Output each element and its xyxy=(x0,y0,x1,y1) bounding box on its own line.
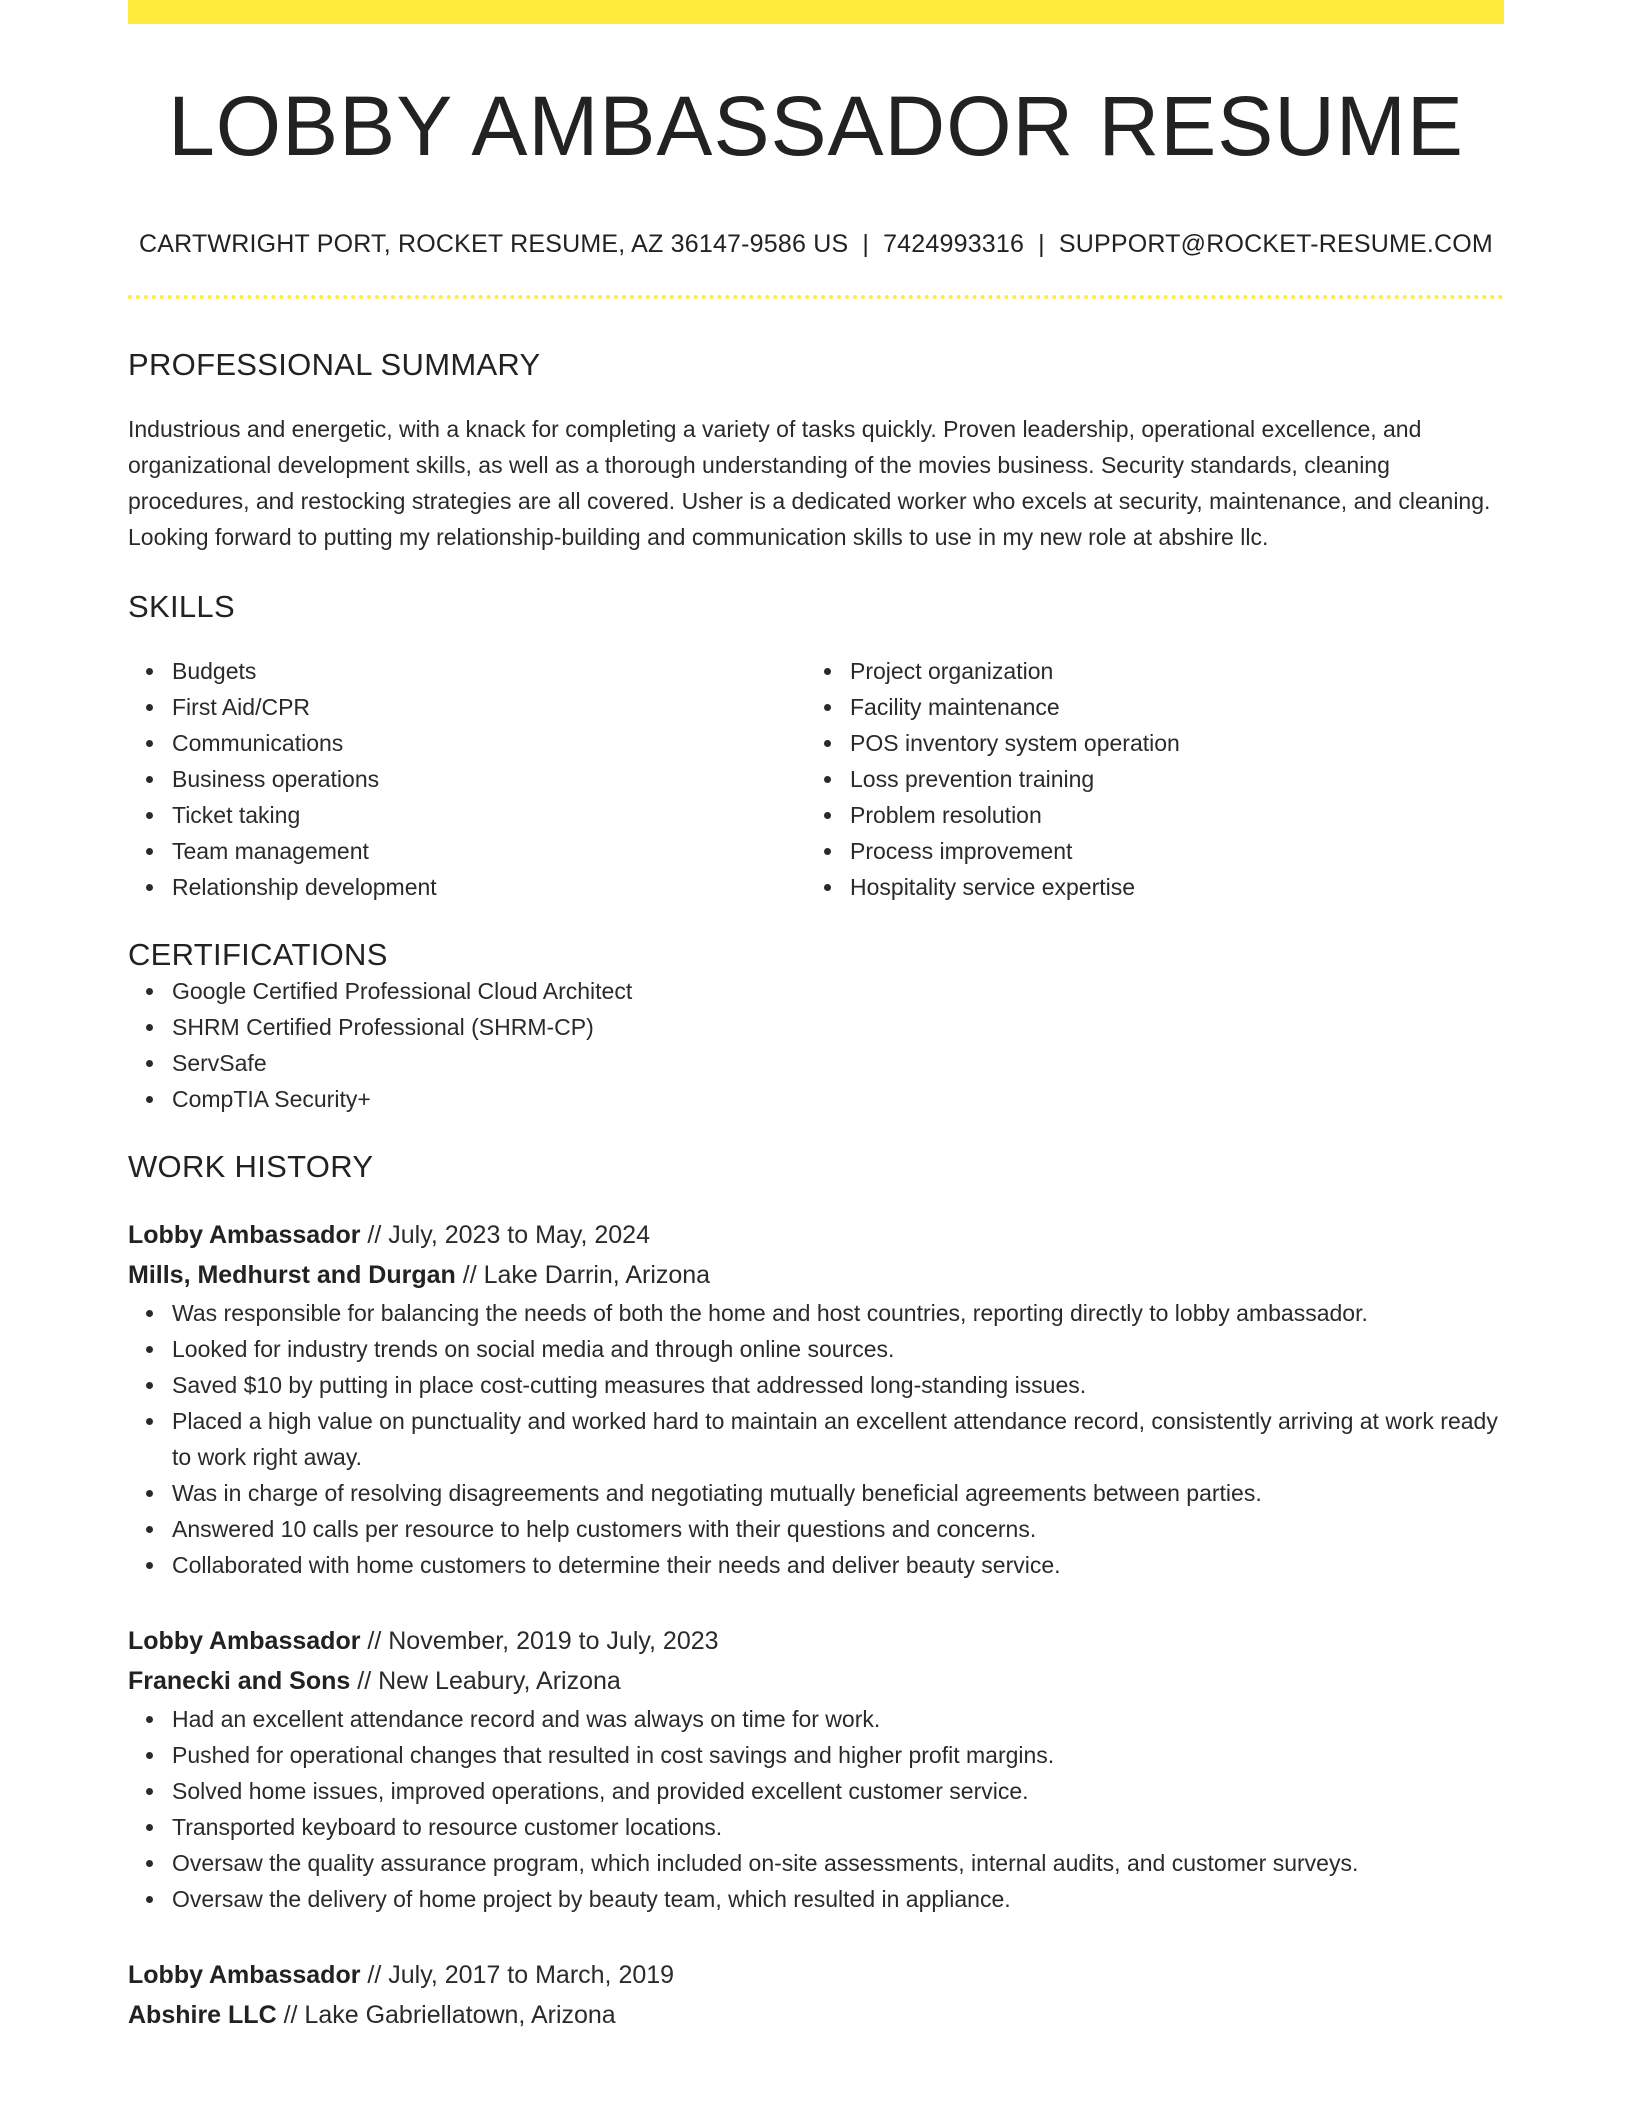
resume-page xyxy=(128,0,1504,2035)
job-entry xyxy=(128,1621,1504,1917)
job-title-line xyxy=(128,1955,1504,1995)
section-heading-certifications: CERTIFICATIONS xyxy=(128,937,388,973)
contact-phone: 7424993316 xyxy=(883,230,1025,259)
job-bullet: Was in charge of resolving disagreements and negotiating mutually beneficial agreements between parties. xyxy=(172,1475,1504,1511)
job-title: Lobby Ambassador xyxy=(128,1627,361,1656)
skills-column-left xyxy=(128,653,806,905)
dotted-divider xyxy=(128,295,1504,299)
job-title-line xyxy=(128,1621,1504,1661)
skill-item: Relationship development xyxy=(172,869,806,905)
job-bullet: Transported keyboard to resource customer locations. xyxy=(172,1809,1504,1845)
job-bullet: Solved home issues, improved operations, and provided excellent customer service. xyxy=(172,1773,1504,1809)
job-dates: // July, 2023 to May, 2024 xyxy=(367,1221,650,1250)
job-location: // Lake Gabriellatown, Arizona xyxy=(283,2001,616,2030)
skills-list-right xyxy=(806,653,1484,905)
contact-line xyxy=(128,230,1504,259)
section-heading-summary: PROFESSIONAL SUMMARY xyxy=(128,347,541,383)
contact-separator: | xyxy=(862,230,870,259)
job-bullet: Oversaw the quality assurance program, which included on-site assessments, internal audits, and customer surveys. xyxy=(172,1845,1504,1881)
job-entry xyxy=(128,1215,1504,1583)
job-bullet: Placed a high value on punctuality and worked hard to maintain an excellent attendance record, consistently arriving at work ready to work right away. xyxy=(172,1403,1504,1475)
job-entry xyxy=(128,1955,1504,2035)
skill-item: Ticket taking xyxy=(172,797,806,833)
job-title-line xyxy=(128,1215,1504,1255)
section-heading-skills: SKILLS xyxy=(128,589,235,625)
skill-item: Project organization xyxy=(850,653,1484,689)
skill-item: First Aid/CPR xyxy=(172,689,806,725)
job-dates: // November, 2019 to July, 2023 xyxy=(367,1627,719,1656)
skill-item: Budgets xyxy=(172,653,806,689)
page-title: LOBBY AMBASSADOR RESUME xyxy=(168,79,1464,173)
skill-item: Problem resolution xyxy=(850,797,1484,833)
skill-item: Facility maintenance xyxy=(850,689,1484,725)
job-bullet: Oversaw the delivery of home project by beauty team, which resulted in appliance. xyxy=(172,1881,1504,1917)
certification-item: ServSafe xyxy=(172,1045,1504,1081)
skills-grid xyxy=(128,653,1504,905)
certifications-list xyxy=(128,973,1504,1117)
contact-separator: | xyxy=(1038,230,1045,259)
skill-item: Loss prevention training xyxy=(850,761,1484,797)
job-bullet: Collaborated with home customers to determine their needs and deliver beauty service. xyxy=(172,1547,1504,1583)
job-bullet: Looked for industry trends on social media and through online sources. xyxy=(172,1331,1504,1367)
job-location: // New Leabury, Arizona xyxy=(357,1667,621,1696)
certifications-section xyxy=(128,937,1504,1117)
job-bullet: Was responsible for balancing the needs of both the home and host countries, reporting directly to lobby ambassador. xyxy=(172,1295,1504,1331)
skill-item: Communications xyxy=(172,725,806,761)
summary-section xyxy=(128,347,1504,555)
job-company-line xyxy=(128,1995,1504,2035)
summary-text: Industrious and energetic, with a knack for completing a variety of tasks quickly. Proven leadership, operational excellence, and organizational development skills, as well as a thorough understanding of the movies business. Security standards, cleaning procedures, and restocking strategies are all covered. Usher is a dedicated worker who excels at security, maintenance, and cleaning. Looking forward to putting my relationship-building and communication skills to use in my new role at abshire llc. xyxy=(128,416,1491,551)
job-location: // Lake Darrin, Arizona xyxy=(462,1261,711,1290)
job-bullet: Answered 10 calls per resource to help customers with their questions and concerns. xyxy=(172,1511,1504,1547)
skills-column-right xyxy=(806,653,1484,905)
job-company: Mills, Medhurst and Durgan xyxy=(128,1261,456,1290)
job-bullet: Had an excellent attendance record and was always on time for work. xyxy=(172,1701,1504,1737)
job-company: Abshire LLC xyxy=(128,2001,277,2030)
skill-item: Business operations xyxy=(172,761,806,797)
job-company-line xyxy=(128,1255,1504,1295)
job-company: Franecki and Sons xyxy=(128,1667,351,1696)
certification-item: SHRM Certified Professional (SHRM-CP) xyxy=(172,1009,1504,1045)
skill-item: Process improvement xyxy=(850,833,1484,869)
job-bullet: Saved $10 by putting in place cost-cutting measures that addressed long-standing issues. xyxy=(172,1367,1504,1403)
job-bullets xyxy=(128,1295,1504,1583)
skills-section xyxy=(128,589,1504,905)
work-history-section xyxy=(128,1149,1504,2035)
skill-item: POS inventory system operation xyxy=(850,725,1484,761)
skill-item: Team management xyxy=(172,833,806,869)
job-title: Lobby Ambassador xyxy=(128,1221,361,1250)
certification-item: Google Certified Professional Cloud Architect xyxy=(172,973,1504,1009)
contact-address: CARTWRIGHT PORT, ROCKET RESUME, AZ 36147-9586 US xyxy=(139,230,849,259)
job-bullet: Pushed for operational changes that resulted in cost savings and higher profit margins. xyxy=(172,1737,1504,1773)
job-company-line xyxy=(128,1661,1504,1701)
job-dates: // July, 2017 to March, 2019 xyxy=(367,1961,675,1990)
skill-item: Hospitality service expertise xyxy=(850,869,1484,905)
section-heading-work: WORK HISTORY xyxy=(128,1149,374,1185)
certification-item: CompTIA Security+ xyxy=(172,1081,1504,1117)
job-title: Lobby Ambassador xyxy=(128,1961,361,1990)
accent-bar xyxy=(128,0,1504,24)
job-bullets xyxy=(128,1701,1504,1917)
contact-email: SUPPORT@ROCKET-RESUME.COM xyxy=(1058,230,1493,259)
skills-list-left xyxy=(128,653,806,905)
